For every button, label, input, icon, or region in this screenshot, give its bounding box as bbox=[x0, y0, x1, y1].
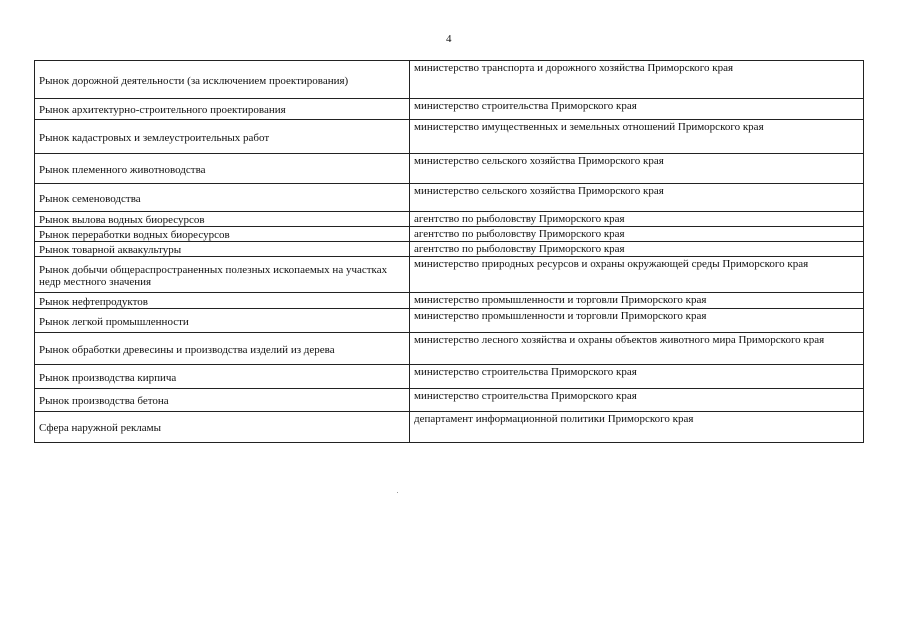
table-row bbox=[35, 365, 864, 389]
scan-speck bbox=[397, 492, 398, 493]
authority-cell: департамент информационной политики Приморского края bbox=[410, 412, 864, 443]
authority-cell: министерство промышленности и торговли Приморского края bbox=[410, 309, 864, 333]
market-cell: Рынок семеноводства bbox=[35, 184, 410, 212]
table-row bbox=[35, 61, 864, 99]
market-cell: Рынок переработки водных биоресурсов bbox=[35, 227, 410, 242]
markets-table bbox=[34, 60, 864, 443]
market-cell: Рынок товарной аквакультуры bbox=[35, 242, 410, 257]
authority-cell: министерство сельского хозяйства Приморского края bbox=[410, 154, 864, 184]
authority-cell: министерство транспорта и дорожного хозяйства Приморского края bbox=[410, 61, 864, 99]
table-row bbox=[35, 99, 864, 120]
authority-cell: министерство промышленности и торговли Приморского края bbox=[410, 293, 864, 309]
market-cell: Рынок племенного животноводства bbox=[35, 154, 410, 184]
authority-cell: министерство имущественных и земельных отношений Приморского края bbox=[410, 120, 864, 154]
authority-cell: министерство строительства Приморского края bbox=[410, 365, 864, 389]
market-cell: Рынок производства кирпича bbox=[35, 365, 410, 389]
table-row bbox=[35, 309, 864, 333]
table-row bbox=[35, 212, 864, 227]
page-number: 4 bbox=[446, 33, 452, 45]
authority-cell: министерство лесного хозяйства и охраны объектов животного мира Приморского края bbox=[410, 333, 864, 365]
table-row bbox=[35, 257, 864, 293]
authority-cell: министерство природных ресурсов и охраны окружающей среды Приморского края bbox=[410, 257, 864, 293]
markets-table-body bbox=[35, 61, 864, 443]
market-cell: Сфера наружной рекламы bbox=[35, 412, 410, 443]
market-cell: Рынок вылова водных биоресурсов bbox=[35, 212, 410, 227]
market-cell: Рынок кадастровых и землеустроительных работ bbox=[35, 120, 410, 154]
authority-cell: министерство строительства Приморского края bbox=[410, 99, 864, 120]
market-cell: Рынок обработки древесины и производства изделий из дерева bbox=[35, 333, 410, 365]
table-row bbox=[35, 242, 864, 257]
table-row bbox=[35, 293, 864, 309]
table-row bbox=[35, 389, 864, 412]
table-row bbox=[35, 120, 864, 154]
table-row bbox=[35, 333, 864, 365]
market-cell: Рынок легкой промышленности bbox=[35, 309, 410, 333]
market-cell: Рынок дорожной деятельности (за исключением проектирования) bbox=[35, 61, 410, 99]
authority-cell: министерство сельского хозяйства Приморского края bbox=[410, 184, 864, 212]
authority-cell: министерство строительства Приморского края bbox=[410, 389, 864, 412]
table-row bbox=[35, 412, 864, 443]
authority-cell: агентство по рыболовству Приморского края bbox=[410, 212, 864, 227]
table-row bbox=[35, 227, 864, 242]
table-row bbox=[35, 154, 864, 184]
market-cell: Рынок добычи общераспространенных полезных ископаемых на участках недр местного значения bbox=[35, 257, 410, 293]
authority-cell: агентство по рыболовству Приморского края bbox=[410, 227, 864, 242]
market-cell: Рынок архитектурно-строительного проектирования bbox=[35, 99, 410, 120]
market-cell: Рынок нефтепродуктов bbox=[35, 293, 410, 309]
authority-cell: агентство по рыболовству Приморского края bbox=[410, 242, 864, 257]
table-row bbox=[35, 184, 864, 212]
market-cell: Рынок производства бетона bbox=[35, 389, 410, 412]
